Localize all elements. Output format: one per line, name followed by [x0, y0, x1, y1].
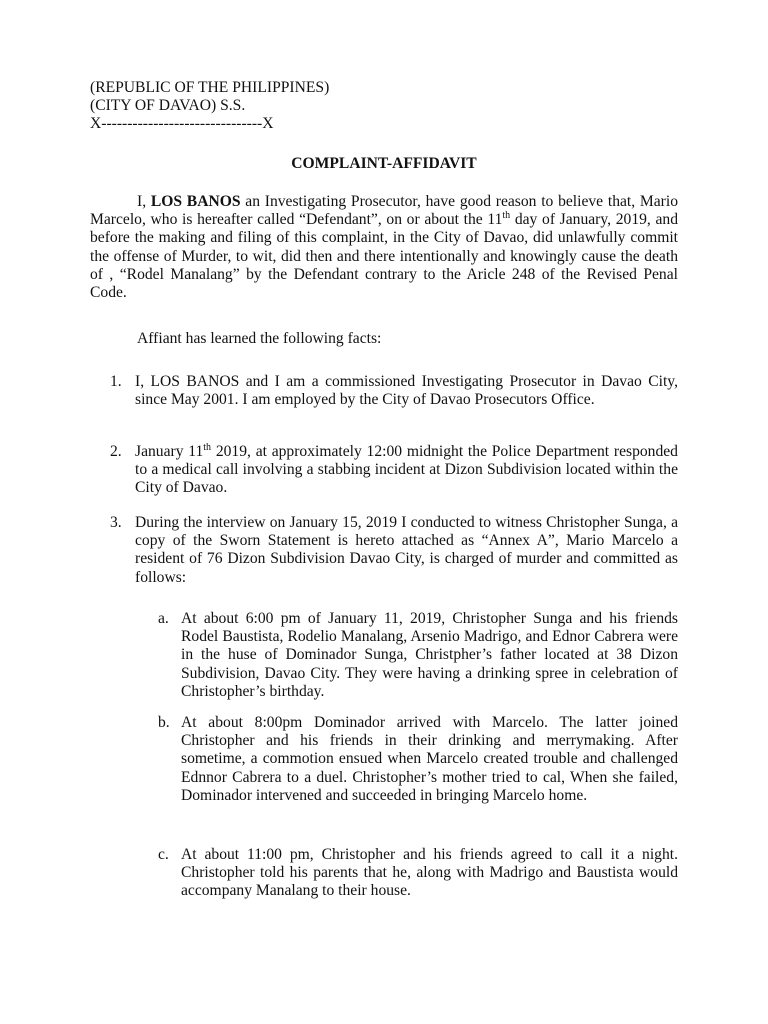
- caption-republic: (REPUBLIC OF THE PHILIPPINES): [90, 79, 330, 96]
- intro-pre: I,: [137, 193, 151, 210]
- item-number: 1.: [110, 373, 122, 390]
- item-text: During the interview on January 15, 2019 I conducted to witness Christopher Sunga, a copy of the Sworn Statement is hereto attached as “Annex A”, Mario Marcelo a resident of 76 Dizon Subdivision Davao City, is charged of murder and committed as follows:: [135, 514, 678, 586]
- intro-name: LOS BANOS: [150, 193, 241, 210]
- caption-rule: X-------------------------------X: [90, 115, 274, 132]
- document-title: COMPLAINT-AFFIDAVIT: [291, 155, 477, 172]
- caption-city: (CITY OF DAVAO) S.S.: [90, 97, 246, 114]
- intro-paragraph: [90, 193, 678, 302]
- affiant-line: Affiant has learned the following facts:: [137, 330, 382, 347]
- subitem-letter: c.: [158, 846, 169, 863]
- subitem-text: At about 6:00 pm of January 11, 2019, Christopher Sunga and his friends Rodel Baustista, Rodelio Manalang, Arsenio Madrigo, and Ednor Cabrera were in the huse of Dominador Sunga, Christpher’s father located at 38 Dizon Subdivision, Davao City. They were having a drinking spree in celebration of Christopher’s birthday.: [181, 610, 678, 700]
- subitem-text: At about 8:00pm Dominador arrived with Marcelo. The latter joined Christopher and his friends in their drinking and merrymaking. After sometime, a commotion ensued when Marcelo created trouble and challenged Ednnor Cabrera to a duel. Christopher’s mother tried to cal, When she failed, Dominador intervened and succeeded in bringing Marcelo home.: [181, 714, 678, 804]
- item-number: 2.: [110, 443, 122, 460]
- subitem-letter: a.: [158, 610, 169, 627]
- subitem-text: At about 11:00 pm, Christopher and his friends agreed to call it a night. Christopher told his parents that he, along with Madrigo and Baustista would accompany Manalang to their house.: [181, 846, 678, 900]
- item-superscript: th: [203, 441, 212, 453]
- intro-text-2: day of January, 2019, and before the making and filing of this complaint, in the City of Davao, did unlawfully commit the offense of Murder, to wit, did then and there intentionally and knowingly cause the death of , “Rodel Manalang” by the Defendant contrary to the Aricle 248 of the Revised Penal Code.: [90, 211, 678, 302]
- subitem-letter: b.: [158, 714, 170, 731]
- item-number: 3.: [110, 514, 122, 531]
- item-text: [135, 443, 678, 498]
- item-text-pre: January 11: [135, 443, 204, 460]
- item-text-rest: 2019, at approximately 12:00 midnight the Police Department responded to a medical call involving a stabbing incident at Dizon Subdivision located within the City of Davao.: [135, 443, 678, 497]
- item-text: I, LOS BANOS and I am a commissioned Investigating Prosecutor in Davao City, since May 2001. I am employed by the City of Davao Prosecutors Office.: [135, 373, 678, 409]
- intro-superscript: th: [502, 210, 511, 222]
- intro-text-1: an Investigating Prosecutor, have good reason to believe that, Mario Marcelo, who is hereafter called “Defendant”, on or about the 11: [90, 193, 678, 229]
